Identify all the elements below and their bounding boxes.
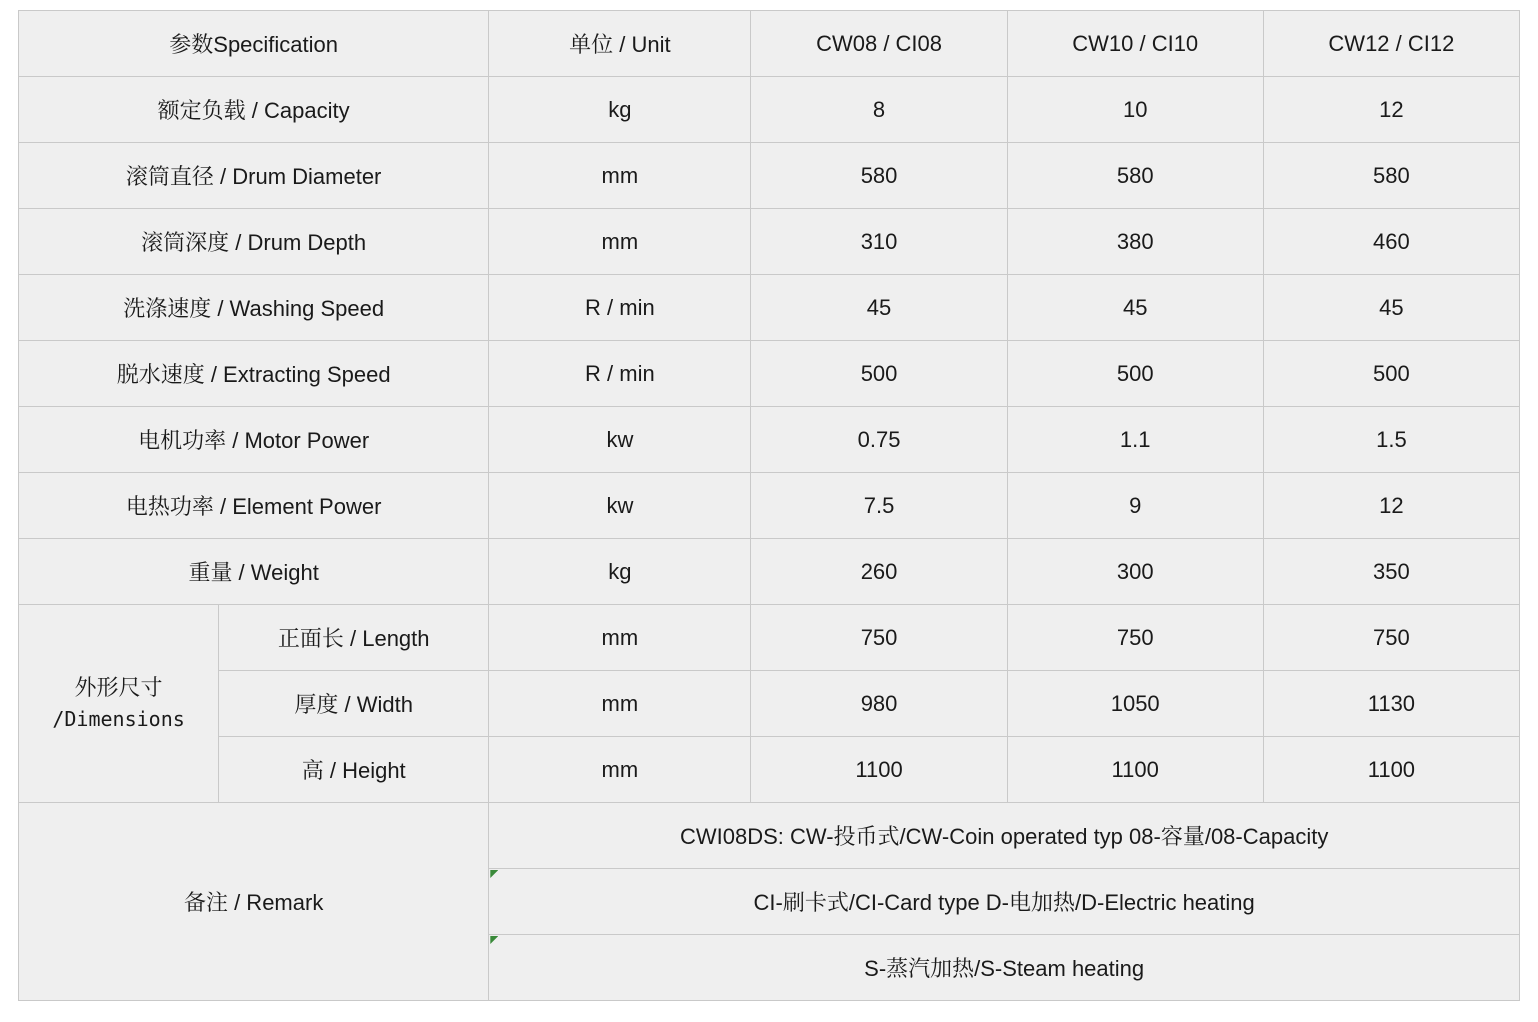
cell-motor-power-cw12: 1.5 (1263, 407, 1519, 473)
table-row (19, 143, 1520, 209)
cell-element-power-cw08: 7.5 (751, 473, 1007, 539)
cell-capacity-cw08: 8 (751, 77, 1007, 143)
cell-washing-speed-cw12: 45 (1263, 275, 1519, 341)
cell-height-cw12: 1100 (1263, 737, 1519, 803)
table-row-dimensions-length (19, 605, 1520, 671)
cell-motor-power-cw10: 1.1 (1007, 407, 1263, 473)
table-row (19, 209, 1520, 275)
table-row (19, 473, 1520, 539)
cell-washing-speed-cw08: 45 (751, 275, 1007, 341)
table-row (19, 539, 1520, 605)
header-unit: 单位 / Unit (489, 11, 751, 77)
cell-extracting-speed-cw12: 500 (1263, 341, 1519, 407)
row-label-element-power: 电热功率 / Element Power (19, 473, 489, 539)
cell-width-cw08: 980 (751, 671, 1007, 737)
cell-capacity-cw12: 12 (1263, 77, 1519, 143)
row-label-washing-speed: 洗涤速度 / Washing Speed (19, 275, 489, 341)
table-row (19, 275, 1520, 341)
cell-drum-depth-cw10: 380 (1007, 209, 1263, 275)
header-model-cw12: CW12 / CI12 (1263, 11, 1519, 77)
remark-line-1 (489, 803, 1520, 869)
row-unit-weight: kg (489, 539, 751, 605)
cell-drum-depth-cw12: 460 (1263, 209, 1519, 275)
cell-element-power-cw12: 12 (1263, 473, 1519, 539)
cell-drum-diameter-cw10: 580 (1007, 143, 1263, 209)
header-model-cw10: CW10 / CI10 (1007, 11, 1263, 77)
row-label-height: 高 / Height (219, 737, 489, 803)
cell-drum-diameter-cw08: 580 (751, 143, 1007, 209)
row-label-weight: 重量 / Weight (19, 539, 489, 605)
cell-length-cw10: 750 (1007, 605, 1263, 671)
table-row-remark-1 (19, 803, 1520, 869)
row-label-extracting-speed: 脱水速度 / Extracting Speed (19, 341, 489, 407)
dimensions-label-cn: 外形尺寸 (74, 676, 163, 702)
row-label-drum-diameter: 滚筒直径 / Drum Diameter (19, 143, 489, 209)
cell-extracting-speed-cw08: 500 (751, 341, 1007, 407)
remark-line-3 (489, 935, 1520, 1001)
row-unit-drum-depth: mm (489, 209, 751, 275)
cell-drum-depth-cw08: 310 (751, 209, 1007, 275)
cell-weight-cw12: 350 (1263, 539, 1519, 605)
cell-extracting-speed-cw10: 500 (1007, 341, 1263, 407)
row-label-capacity: 额定负载 / Capacity (19, 77, 489, 143)
header-specification: 参数Specification (19, 11, 489, 77)
row-unit-washing-speed: R / min (489, 275, 751, 341)
cell-length-cw08: 750 (751, 605, 1007, 671)
cell-washing-speed-cw10: 45 (1007, 275, 1263, 341)
cell-element-power-cw10: 9 (1007, 473, 1263, 539)
cell-height-cw08: 1100 (751, 737, 1007, 803)
row-label-length: 正面长 / Length (219, 605, 489, 671)
table-row-dimensions-width (19, 671, 1520, 737)
row-unit-motor-power: kw (489, 407, 751, 473)
row-unit-element-power: kw (489, 473, 751, 539)
row-label-motor-power: 电机功率 / Motor Power (19, 407, 489, 473)
cell-width-cw12: 1130 (1263, 671, 1519, 737)
row-unit-length: mm (489, 605, 751, 671)
table-row (19, 77, 1520, 143)
specification-table (18, 10, 1520, 1001)
cell-weight-cw10: 300 (1007, 539, 1263, 605)
spec-sheet (18, 10, 1520, 1001)
row-label-width: 厚度 / Width (219, 671, 489, 737)
remark-line-3-text: S-蒸汽加热/S-Steam heating (864, 956, 1145, 981)
row-label-remark: 备注 / Remark (19, 803, 489, 1001)
dimensions-group-label (19, 605, 219, 803)
row-unit-height: mm (489, 737, 751, 803)
row-unit-capacity: kg (489, 77, 751, 143)
table-header-row (19, 11, 1520, 77)
table-row (19, 407, 1520, 473)
cell-width-cw10: 1050 (1007, 671, 1263, 737)
cell-height-cw10: 1100 (1007, 737, 1263, 803)
remark-line-1-text: CWI08DS: CW-投币式/CW-Coin operated typ 08-容量/08-Capacity (679, 824, 1329, 849)
row-label-drum-depth: 滚筒深度 / Drum Depth (19, 209, 489, 275)
comment-marker-icon (490, 870, 498, 878)
remark-line-2 (489, 869, 1520, 935)
table-row-dimensions-height (19, 737, 1520, 803)
cell-weight-cw08: 260 (751, 539, 1007, 605)
comment-marker-icon (490, 936, 498, 944)
cell-length-cw12: 750 (1263, 605, 1519, 671)
cell-drum-diameter-cw12: 580 (1263, 143, 1519, 209)
header-model-cw08: CW08 / CI08 (751, 11, 1007, 77)
dimensions-label-en: /Dimensions (52, 706, 185, 731)
cell-motor-power-cw08: 0.75 (751, 407, 1007, 473)
row-unit-extracting-speed: R / min (489, 341, 751, 407)
table-row (19, 341, 1520, 407)
row-unit-drum-diameter: mm (489, 143, 751, 209)
remark-line-2-text: CI-刷卡式/CI-Card type D-电加热/D-Electric heating (753, 890, 1255, 915)
row-unit-width: mm (489, 671, 751, 737)
cell-capacity-cw10: 10 (1007, 77, 1263, 143)
